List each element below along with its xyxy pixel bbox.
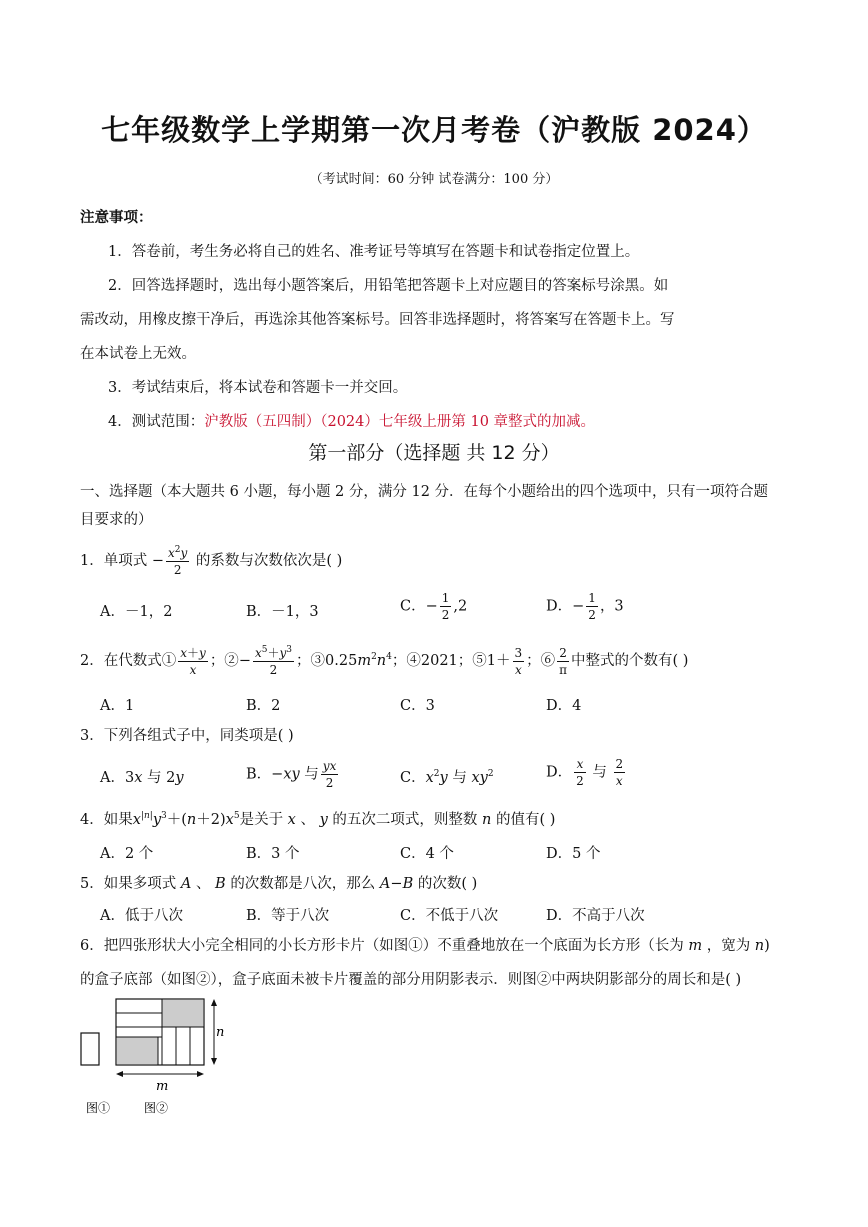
q1-option-c-label: C．	[400, 598, 426, 615]
q5-option-c[interactable]: C．不低于八次	[400, 908, 499, 924]
question-5-text-b: 、	[195, 876, 211, 892]
question-6-line-2: 的盒子底部（如图②），盒子底面未被卡片覆盖的部分用阴影表示．则图②中两块阴影部分的周长和是( )	[80, 972, 742, 988]
q2-option-c[interactable]: C．3	[400, 698, 435, 714]
question-2-text-b: 中整式的个数有( )	[571, 653, 689, 669]
q3-option-a-and: 与	[147, 770, 162, 786]
notice-item-2-line-3: 在本试卷上无效。	[80, 346, 196, 362]
question-4-text-a: 4．如果	[80, 812, 133, 828]
q1-option-d-tail: ，3	[599, 598, 624, 615]
fig2-caption: 图②	[144, 1101, 169, 1115]
question-2-sep-4: ；④2021；⑤1＋	[391, 653, 511, 669]
q4-option-a[interactable]: A．2 个	[100, 846, 154, 862]
q6-figures	[76, 996, 236, 1116]
question-5-stem: 5．如果多项式 A 、 B 的次数都是八次，那么 A−B 的次数( )	[80, 876, 478, 892]
question-2-sep-3: ；③0.25	[296, 653, 358, 669]
q3-option-d-label: D．	[546, 764, 573, 781]
question-3-stem: 3．下列各组式子中，同类项是( )	[80, 728, 294, 744]
q3-option-c-label: C．	[400, 770, 426, 786]
q1-option-d-label: D．	[546, 598, 573, 615]
question-5-text-d: 的次数( )	[417, 876, 478, 892]
fig2-shade-top-right	[162, 999, 204, 1027]
monomial-expression: − $\frac{x^2y}{2}$	[151, 545, 188, 577]
q3-option-d-and: 与	[592, 764, 607, 781]
test-range-label: 4．测试范围：	[108, 414, 205, 430]
question-6-line-1: 6．把四张形状大小完全相同的小长方形卡片（如图①）不重叠地放在一个底面为长方形（长为 m ，宽为 n)	[80, 938, 770, 954]
n-arrow-head-top	[211, 999, 217, 1006]
question-4-text-b: 是关于	[239, 812, 284, 828]
question-1-text-b: 的系数与次数依次是( )	[195, 553, 343, 569]
q5-option-b[interactable]: B．等于八次	[246, 908, 330, 924]
fig1-card	[81, 1033, 99, 1065]
q1-option-c[interactable]: C．− $\frac{1}{2}$ ,2	[400, 591, 468, 622]
q3-option-b[interactable]: B．−xy 与 $\frac{yx}{2}$	[246, 759, 337, 790]
question-4-text-d: 的五次二项式，则整数	[332, 812, 478, 828]
n-label: n	[216, 1025, 225, 1040]
notice-item-4	[108, 410, 595, 431]
q3-option-c-and: 与	[452, 770, 467, 786]
q3-option-a[interactable]: A．3x 与 2y	[100, 770, 184, 786]
q4-option-d[interactable]: D．5 个	[546, 846, 601, 862]
exam-info: （考试时间：60 分钟 试卷满分：100 分）	[309, 172, 559, 187]
q3-option-c[interactable]: C．$x^2y$ 与 $xy^2$	[400, 769, 494, 786]
notice-item-3: 3．考试结束后，将本试卷和答题卡一并交回。	[108, 380, 408, 396]
question-2-sep-6: ；⑥	[526, 653, 556, 669]
question-4-stem: 4．如果$x^{|n|}y^3+(n+2)x^5$是关于 x 、 y 的五次二项式，则整数 n 的值有( )	[80, 811, 556, 828]
question-4-text-c: 、	[300, 812, 315, 828]
part-intro-line-2: 目要求的）	[80, 512, 153, 528]
q1-option-c-tail: ,2	[453, 598, 468, 615]
test-range: 沪教版（五四制）（2024）七年级上册第 10 章整式的加减。	[204, 414, 596, 430]
question-4-text-e: 的值有( )	[495, 812, 556, 828]
question-1-stem	[80, 546, 342, 576]
question-6-text-a: 6．把四张形状大小完全相同的小长方形卡片（如图①）不重叠地放在一个底面为长方形（长为	[80, 938, 684, 954]
question-1-text-a: 1．单项式	[80, 553, 148, 569]
fig1-caption: 图①	[86, 1101, 111, 1115]
q1-option-b[interactable]: B．－1，3	[246, 604, 319, 620]
question-2-text-a: 2．在代数式①	[80, 653, 177, 669]
page-title: 七年级数学上学期第一次月考卷（沪教版 2024）	[101, 113, 767, 147]
q3-option-d[interactable]: D． $\frac{x}{2}$ 与 $\frac{2}{x}$	[546, 757, 624, 788]
q2-option-d[interactable]: D．4	[546, 698, 582, 714]
notice-item-2-line-2: 需改动，用橡皮擦干净后，再选涂其他答案标号。回答非选择题时，将答案写在答题卡上。写	[80, 312, 675, 328]
m-arrow-head-left	[116, 1071, 123, 1077]
m-arrow-head-right	[197, 1071, 204, 1077]
notice-item-2-line-1: 2．回答选择题时，选出每小题答案后，用铅笔把答题卡上对应题目的答案标号涂黑。如	[108, 278, 669, 294]
notice-heading: 注意事项：	[80, 210, 153, 226]
section-title: 第一部分（选择题 共 12 分）	[308, 442, 560, 464]
q2-option-a[interactable]: A．1	[100, 698, 135, 714]
q3-option-b-and: 与	[304, 766, 319, 783]
q1-option-a[interactable]: A．－1，2	[100, 604, 173, 620]
question-5-text-a: 5．如果多项式	[80, 876, 177, 892]
q3-option-b-label: B．	[246, 766, 272, 783]
m-label: m	[156, 1079, 169, 1094]
question-2-stem: 2．在代数式① $\frac{x+y}{x}$ ；②− $\frac{x^5+y^3}{2}$ ；$③0.25m^2n^4$；④2021；⑤1＋ $\frac{3}{x}$ ；⑥ $\frac{2}{\pi}$ 中整式的个数有( )	[80, 645, 689, 677]
q2-option-b[interactable]: B．2	[246, 698, 281, 714]
q1-option-d[interactable]: D．− $\frac{1}{2}$ ，3	[546, 591, 624, 622]
part-intro-line-1: 一、选择题（本大题共 6 小题，每小题 2 分，满分 12 分．在每个小题给出的四个选项中，只有一项符合题	[80, 484, 769, 500]
question-2-sep-2: ；②	[209, 653, 239, 669]
question-5-text-c: 的次数都是八次，那么	[230, 876, 376, 892]
question-6-text-b: ，宽为	[706, 938, 751, 954]
q4-option-c[interactable]: C．4 个	[400, 846, 454, 862]
q3-option-a-label: A．	[100, 770, 125, 786]
n-arrow-head-bottom	[211, 1058, 217, 1065]
q5-option-a[interactable]: A．低于八次	[100, 908, 183, 924]
q4-option-b[interactable]: B．3 个	[246, 846, 300, 862]
question-6-text-c: )	[764, 938, 770, 954]
q5-option-d[interactable]: D．不高于八次	[546, 908, 645, 924]
notice-item-1: 1．答卷前，考生务必将自己的姓名、准考证号等填写在答题卡和试卷指定位置上。	[108, 244, 640, 260]
fig2-shade-bottom-left	[116, 1037, 158, 1065]
